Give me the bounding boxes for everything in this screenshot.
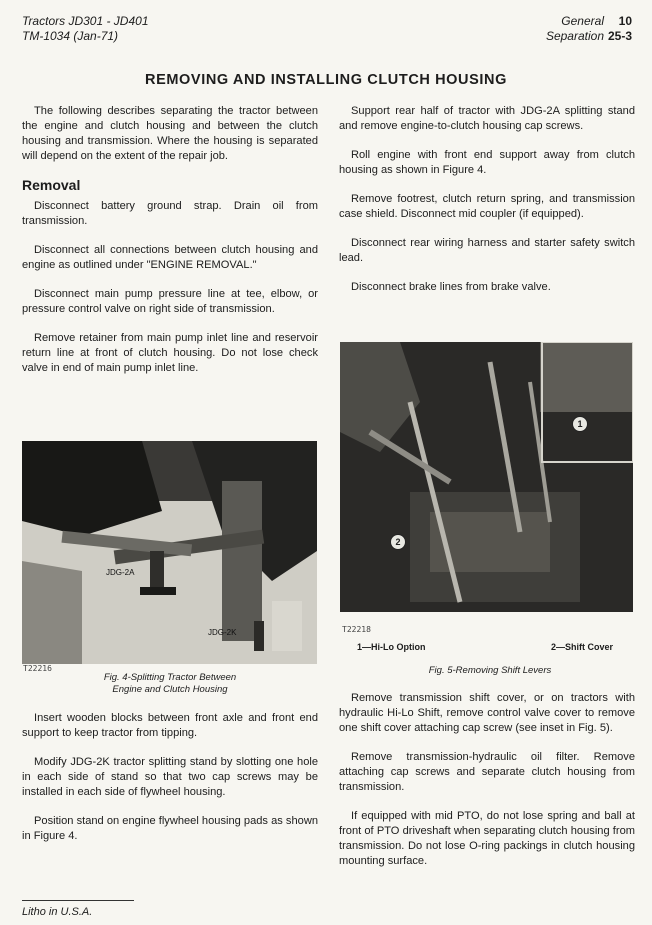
tool-label-jdg-2k: JDG-2K xyxy=(208,628,237,637)
body-paragraph: Modify JDG-2K tractor splitting stand by slotting one hole in each side of stand so that two cap screws may be installed in each side of flywheel housing. xyxy=(22,756,318,798)
figure-5-photo-id: T22218 xyxy=(342,625,371,634)
left-column xyxy=(22,104,318,390)
tool-label-jdg-2a: JDG-2A xyxy=(106,568,135,577)
splitting-stand-illustration xyxy=(22,441,317,664)
intro-paragraph: The following describes separating the tractor between the engine and clutch housing and between the clutch housing and transmission. Where the housing is separated will depend on the extent of the repair job. xyxy=(22,105,318,162)
figure-4-photo-id: T22216 xyxy=(23,664,52,673)
page-number: 25-3 xyxy=(607,29,632,43)
figure-4-caption xyxy=(60,672,280,696)
body-paragraph: Disconnect all connections between clutch housing and engine as outlined under "ENGINE REMOVAL." xyxy=(22,244,318,271)
figure-5-legend-1: 1—Hi-Lo Option xyxy=(357,642,426,652)
caption-line: Engine and Clutch Housing xyxy=(112,684,228,695)
body-paragraph: If equipped with mid PTO, do not lose spring and ball at front of PTO driveshaft when separating clutch housing from transmission. Do not lose O-ring packings in clutch housing mounting surface. xyxy=(339,810,635,867)
body-paragraph: Insert wooden blocks between front axle and front end support to keep tractor from tipping. xyxy=(22,712,318,739)
body-paragraph: Support rear half of tractor with JDG-2A splitting stand and remove engine-to-clutch housing cap screws. xyxy=(339,105,635,132)
body-paragraph: Disconnect brake lines from brake valve. xyxy=(351,281,551,293)
manual-title: Tractors JD301 - JD401 xyxy=(22,14,149,28)
footer-note: Litho in U.S.A. xyxy=(22,906,93,918)
caption-line: Fig. 4-Splitting Tractor Between xyxy=(103,672,237,683)
callout-1: 1 xyxy=(572,416,588,432)
figure-5-legend-2: 2—Shift Cover xyxy=(551,642,614,652)
body-paragraph: Remove footrest, clutch return spring, and transmission case shield. Disconnect mid coupler (if equipped). xyxy=(339,193,635,220)
right-column-continued xyxy=(339,691,635,883)
page-title: REMOVING AND INSTALLING CLUTCH HOUSING xyxy=(145,72,507,88)
body-paragraph: Remove retainer from main pump inlet line and reservoir return line at front of clutch housing. Do not lose check valve in end of main pump inlet line. xyxy=(22,332,318,374)
left-column-continued xyxy=(22,711,318,858)
section-name: General xyxy=(561,14,604,28)
body-paragraph: Disconnect battery ground strap. Drain oil from transmission. xyxy=(22,200,318,227)
body-paragraph: Remove transmission shift cover, or on tractors with hydraulic Hi-Lo Shift, remove control valve cover to remove one shift cover attaching cap screw (see inset in Fig. 5). xyxy=(339,692,635,734)
body-paragraph: Disconnect rear wiring harness and starter safety switch lead. xyxy=(339,237,635,264)
section-number: 10 xyxy=(618,14,632,28)
right-column xyxy=(339,104,635,309)
body-paragraph: Position stand on engine flywheel housing pads as shown in Figure 4. xyxy=(22,815,318,842)
shift-levers-illustration xyxy=(340,342,633,636)
body-paragraph: Remove transmission-hydraulic oil filter. Remove attaching cap screws and separate clutch housing from transmission. xyxy=(339,751,635,793)
body-paragraph: Roll engine with front end support away from clutch housing as shown in Figure 4. xyxy=(339,149,635,176)
group-name: Separation xyxy=(545,29,604,43)
figure-5-photo xyxy=(340,342,633,636)
page-header-left xyxy=(22,14,149,44)
callout-2: 2 xyxy=(390,534,406,550)
figure-4-photo xyxy=(22,441,317,664)
section-heading: Removal xyxy=(22,177,81,193)
footer-rule xyxy=(22,900,134,901)
body-paragraph: Disconnect main pump pressure line at tee, elbow, or pressure control valve on right side of transmission. xyxy=(22,288,318,315)
manual-number: TM-1034 (Jan-71) xyxy=(22,29,119,43)
figure-5-caption: Fig. 5-Removing Shift Levers xyxy=(428,665,552,676)
page-header-right xyxy=(546,14,632,44)
